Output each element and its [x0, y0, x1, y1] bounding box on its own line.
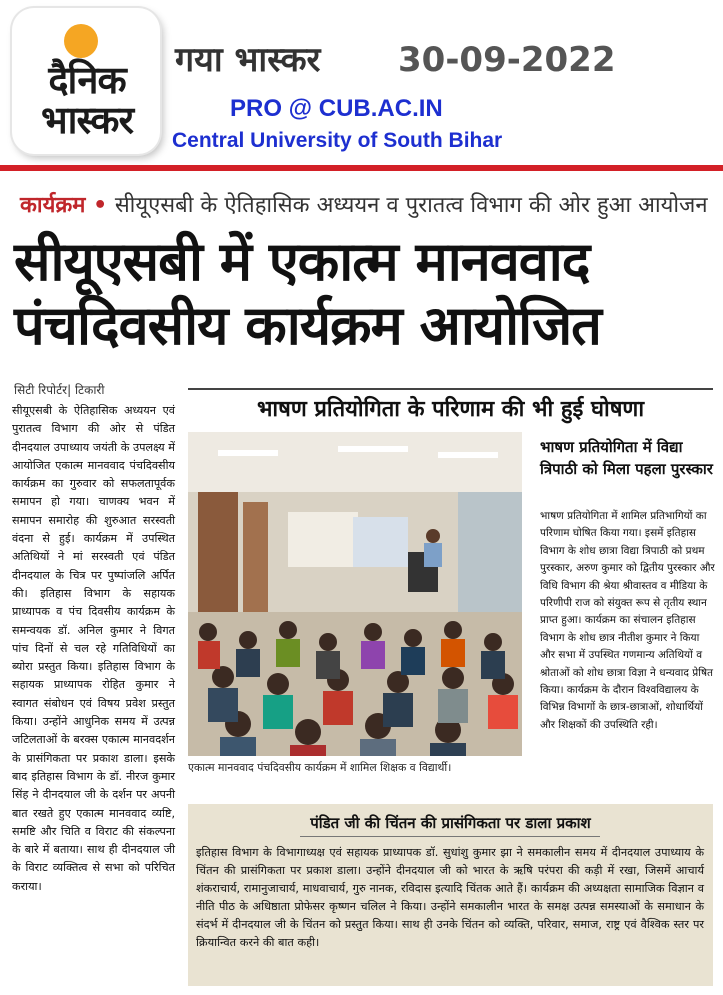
- kicker-text: सीयूएसबी के ऐतिहासिक अध्ययन व पुरातत्व विभाग की ओर हुआ आयोजन: [114, 193, 708, 218]
- university-name: Central University of South Bihar: [172, 129, 503, 152]
- sun-icon: [64, 24, 98, 58]
- box-body: इतिहास विभाग के विभागाध्यक्ष एवं सहायक प्राध्यापक डॉ. सुधांशु कुमार झा ने समकालीन समय में दीनदयाल उपाध्याय के चिंतन की प्रासंगिकता पर प्रकाश डाला। उन्होंने दीनदयाल जी को भारत के ऋषि परंपरा की कड़ी में रखा, जिसमें आचार्य शंकराचार्य, रामानुजाचार्य, माधवाचार्य, गुरु नानक, रविदास इत्यादि चिंतक आते हैं। कार्यक्रम की अध्यक्षता सामाजिक विज्ञान व नीति पीठ के अधिष्ठाता प्रोफेसर कृष्णन चलिल ने किया। उन्होंने समकालीन भारत के समक्ष उत्पन्न समस्याओं के समाधान के संदर्भ में दीनदयाल जी के चिंतन को प्रस्तुत किया। साथ ही उनके चिंतन को व्यक्ति, परिवार, समाज, राष्ट्र एवं वैश्विक स्तर पर क्रियान्वित करने की बात कही।: [196, 846, 704, 949]
- side-headline: भाषण प्रतियोगिता में विद्या त्रिपाठी को मिला पहला पुरस्कार: [540, 438, 713, 478]
- kicker-bullet: •: [93, 193, 108, 218]
- main-headline: सीयूएसबी में एकात्म मानववाद पंचदिवसीय कार्यक्रम आयोजित: [14, 230, 601, 357]
- byline: सिटी रिपोर्टर| टिकारी: [14, 383, 105, 397]
- publication-date: 30-09-2022: [398, 40, 616, 80]
- photo-caption: एकात्म मानववाद पंचदिवसीय कार्यक्रम में शामिल शिक्षक व विद्यार्थी।: [188, 761, 452, 774]
- pro-email: PRO @ CUB.AC.IN: [230, 95, 443, 122]
- event-photo: [188, 432, 522, 756]
- subheadline: भाषण प्रतियोगिता के परिणाम की भी हुई घोषणा: [256, 397, 645, 422]
- subhead-rule: [188, 388, 713, 390]
- classroom-scene: [188, 432, 522, 756]
- box-divider: [300, 836, 600, 837]
- header-divider: [0, 165, 723, 171]
- side-article-body: भाषण प्रतियोगिता में शामिल प्रतिभागियों का परिणाम घोषित किया गया। इसमें इतिहास विभाग के शोध छात्रा विद्या त्रिपाठी को प्रथम पुरस्कार, अरुण कुमार को द्वितीय पुरस्कार और विधि विभाग की श्रेया श्रीवास्तव व मीडिया के परिणीपी राज को संयुक्त रूप से तृतीय स्थान प्राप्त हुआ। कार्यक्रम का संचालन इतिहास विभाग के शोध छात्र नीतीश कुमार ने किया और सभा में उपस्थित गणमान्य अतिथियों व श्रोताओं को शोध छात्रा विज्ञा ने धन्यवाद प्रेषित किया। कार्यक्रम के दौरान विश्वविद्यालय के विभिन्न विभागों के छात्र-छात्राओं, शोधार्थियों और शिक्षकों की उपस्थिति रही।: [540, 510, 715, 731]
- paper-name: गया भास्कर: [175, 40, 321, 80]
- box-headline: पंडित जी की चिंतन की प्रासंगिकता पर डाला प्रकाश: [310, 814, 591, 832]
- kicker-label: कार्यक्रम: [20, 193, 86, 218]
- article-body-left: सीयूएसबी के ऐतिहासिक अध्ययन एवं पुरातत्व विभाग की ओर से पंडित दीनदयाल उपाध्याय जयंती के उपलक्ष्य में आयोजित एकात्म मानववाद पंचदिवसीय कार्यक्रम का गुरुवार को सफलतापूर्वक समापन हो गया। चाणक्य भवन में समापन समारोह की शुरुआत सरस्वती वंदना से हुई। कार्यक्रम में उपस्थित अतिथियों ने मां सरस्वती एवं पंडित दीनदयाल के चित्र पर पुष्पांजलि अर्पित की। इतिहास विभाग के सहायक प्राध्यापक व पंच दिवसीय कार्यक्रम के समन्वयक डॉ. अनिल कुमार ने विगत पांच दिनों से चल रहे गतिविधियों का ब्योरा प्रस्तुत किया। इतिहास विभाग के सहायक प्राध्यापक रोहित कुमार ने स्वागत संबोधन एवं विषय प्रवेश प्रस्तुत किया। उन्होंने आधुनिक समय में उत्पन्न जटिलताओं के बरक्स एकात्म मानवदर्शन के प्रासंगिकता पर प्रकाश डाला। इसके बाद इतिहास विभाग के डॉ. नीरज कुमार सिंह ने दीनदयाल जी के दर्शन पर अपनी बात रखते हुए एकात्म मानववाद व्यष्टि, समष्टि और चिति व विराट की संकल्पना के बारे में बताया। साथ ही दीनदयाल जी के विराट व्यक्तित्व से सभा को परिचित कराया।: [12, 404, 175, 893]
- kicker: [20, 192, 708, 220]
- logo-text: दैनिक भास्कर: [40, 58, 134, 142]
